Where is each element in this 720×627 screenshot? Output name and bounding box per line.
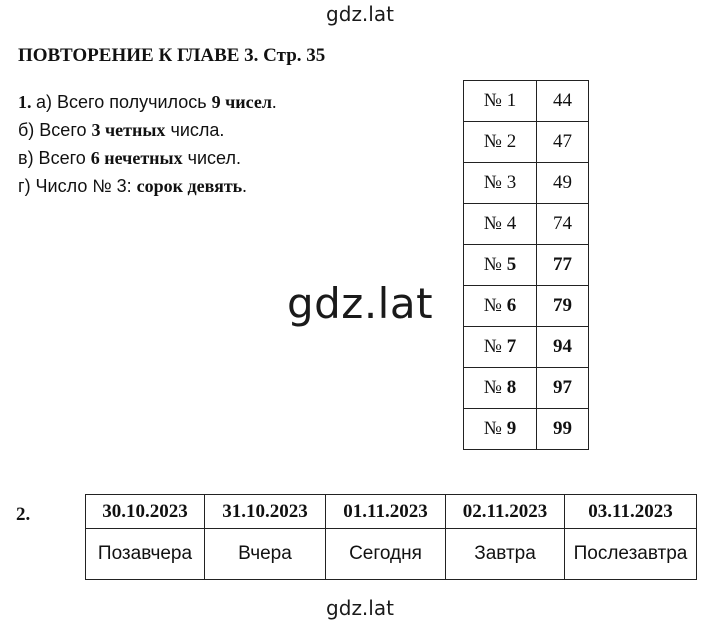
table-row (464, 81, 589, 122)
days-table (85, 494, 697, 580)
row-value: 79 (537, 286, 589, 327)
row-label: № 4 (464, 204, 537, 245)
date-cell: 30.10.2023 (86, 495, 205, 529)
row-label: № 5 (464, 245, 537, 286)
table-row (464, 409, 589, 450)
table-row (464, 163, 589, 204)
table-row (464, 368, 589, 409)
day-name-cell: Послезавтра (565, 529, 697, 580)
watermark-center: gdz.lat (286, 279, 434, 328)
dates-row (86, 495, 697, 529)
page-heading: ПОВТОРЕНИЕ К ГЛАВЕ 3. Стр. 35 (18, 45, 326, 66)
task1-line-b: б) Всего 3 четных числа. (18, 120, 225, 140)
row-label: № 2 (464, 122, 537, 163)
task2-number: 2. (16, 504, 31, 525)
row-value: 94 (537, 327, 589, 368)
table-row (464, 204, 589, 245)
watermark-top: gdz.lat (326, 2, 394, 26)
row-value: 77 (537, 245, 589, 286)
row-label: № 9 (464, 409, 537, 450)
date-cell: 31.10.2023 (205, 495, 326, 529)
date-cell: 02.11.2023 (446, 495, 565, 529)
day-name-cell: Вчера (205, 529, 326, 580)
task1-line-c: в) Всего 6 нечетных чисел. (18, 148, 241, 168)
day-names-row (86, 529, 697, 580)
row-label: № 8 (464, 368, 537, 409)
task1-number: 1. (18, 92, 32, 112)
row-value: 74 (537, 204, 589, 245)
row-label: № 3 (464, 163, 537, 204)
date-cell: 01.11.2023 (326, 495, 446, 529)
watermark-bottom: gdz.lat (326, 596, 394, 620)
row-label: № 7 (464, 327, 537, 368)
task1-line-a: 1. а) Всего получилось 9 чисел. (18, 92, 277, 112)
date-cell: 03.11.2023 (565, 495, 697, 529)
task1-line-d: г) Число № 3: сорок девять. (18, 176, 247, 196)
row-value: 49 (537, 163, 589, 204)
day-name-cell: Позавчера (86, 529, 205, 580)
table-row (464, 122, 589, 163)
day-name-cell: Завтра (446, 529, 565, 580)
row-label: № 6 (464, 286, 537, 327)
row-value: 99 (537, 409, 589, 450)
numbers-table (463, 80, 589, 450)
day-name-cell: Сегодня (326, 529, 446, 580)
task1-answers (18, 88, 276, 200)
row-value: 44 (537, 81, 589, 122)
row-value: 47 (537, 122, 589, 163)
row-value: 97 (537, 368, 589, 409)
table-row (464, 327, 589, 368)
row-label: № 1 (464, 81, 537, 122)
